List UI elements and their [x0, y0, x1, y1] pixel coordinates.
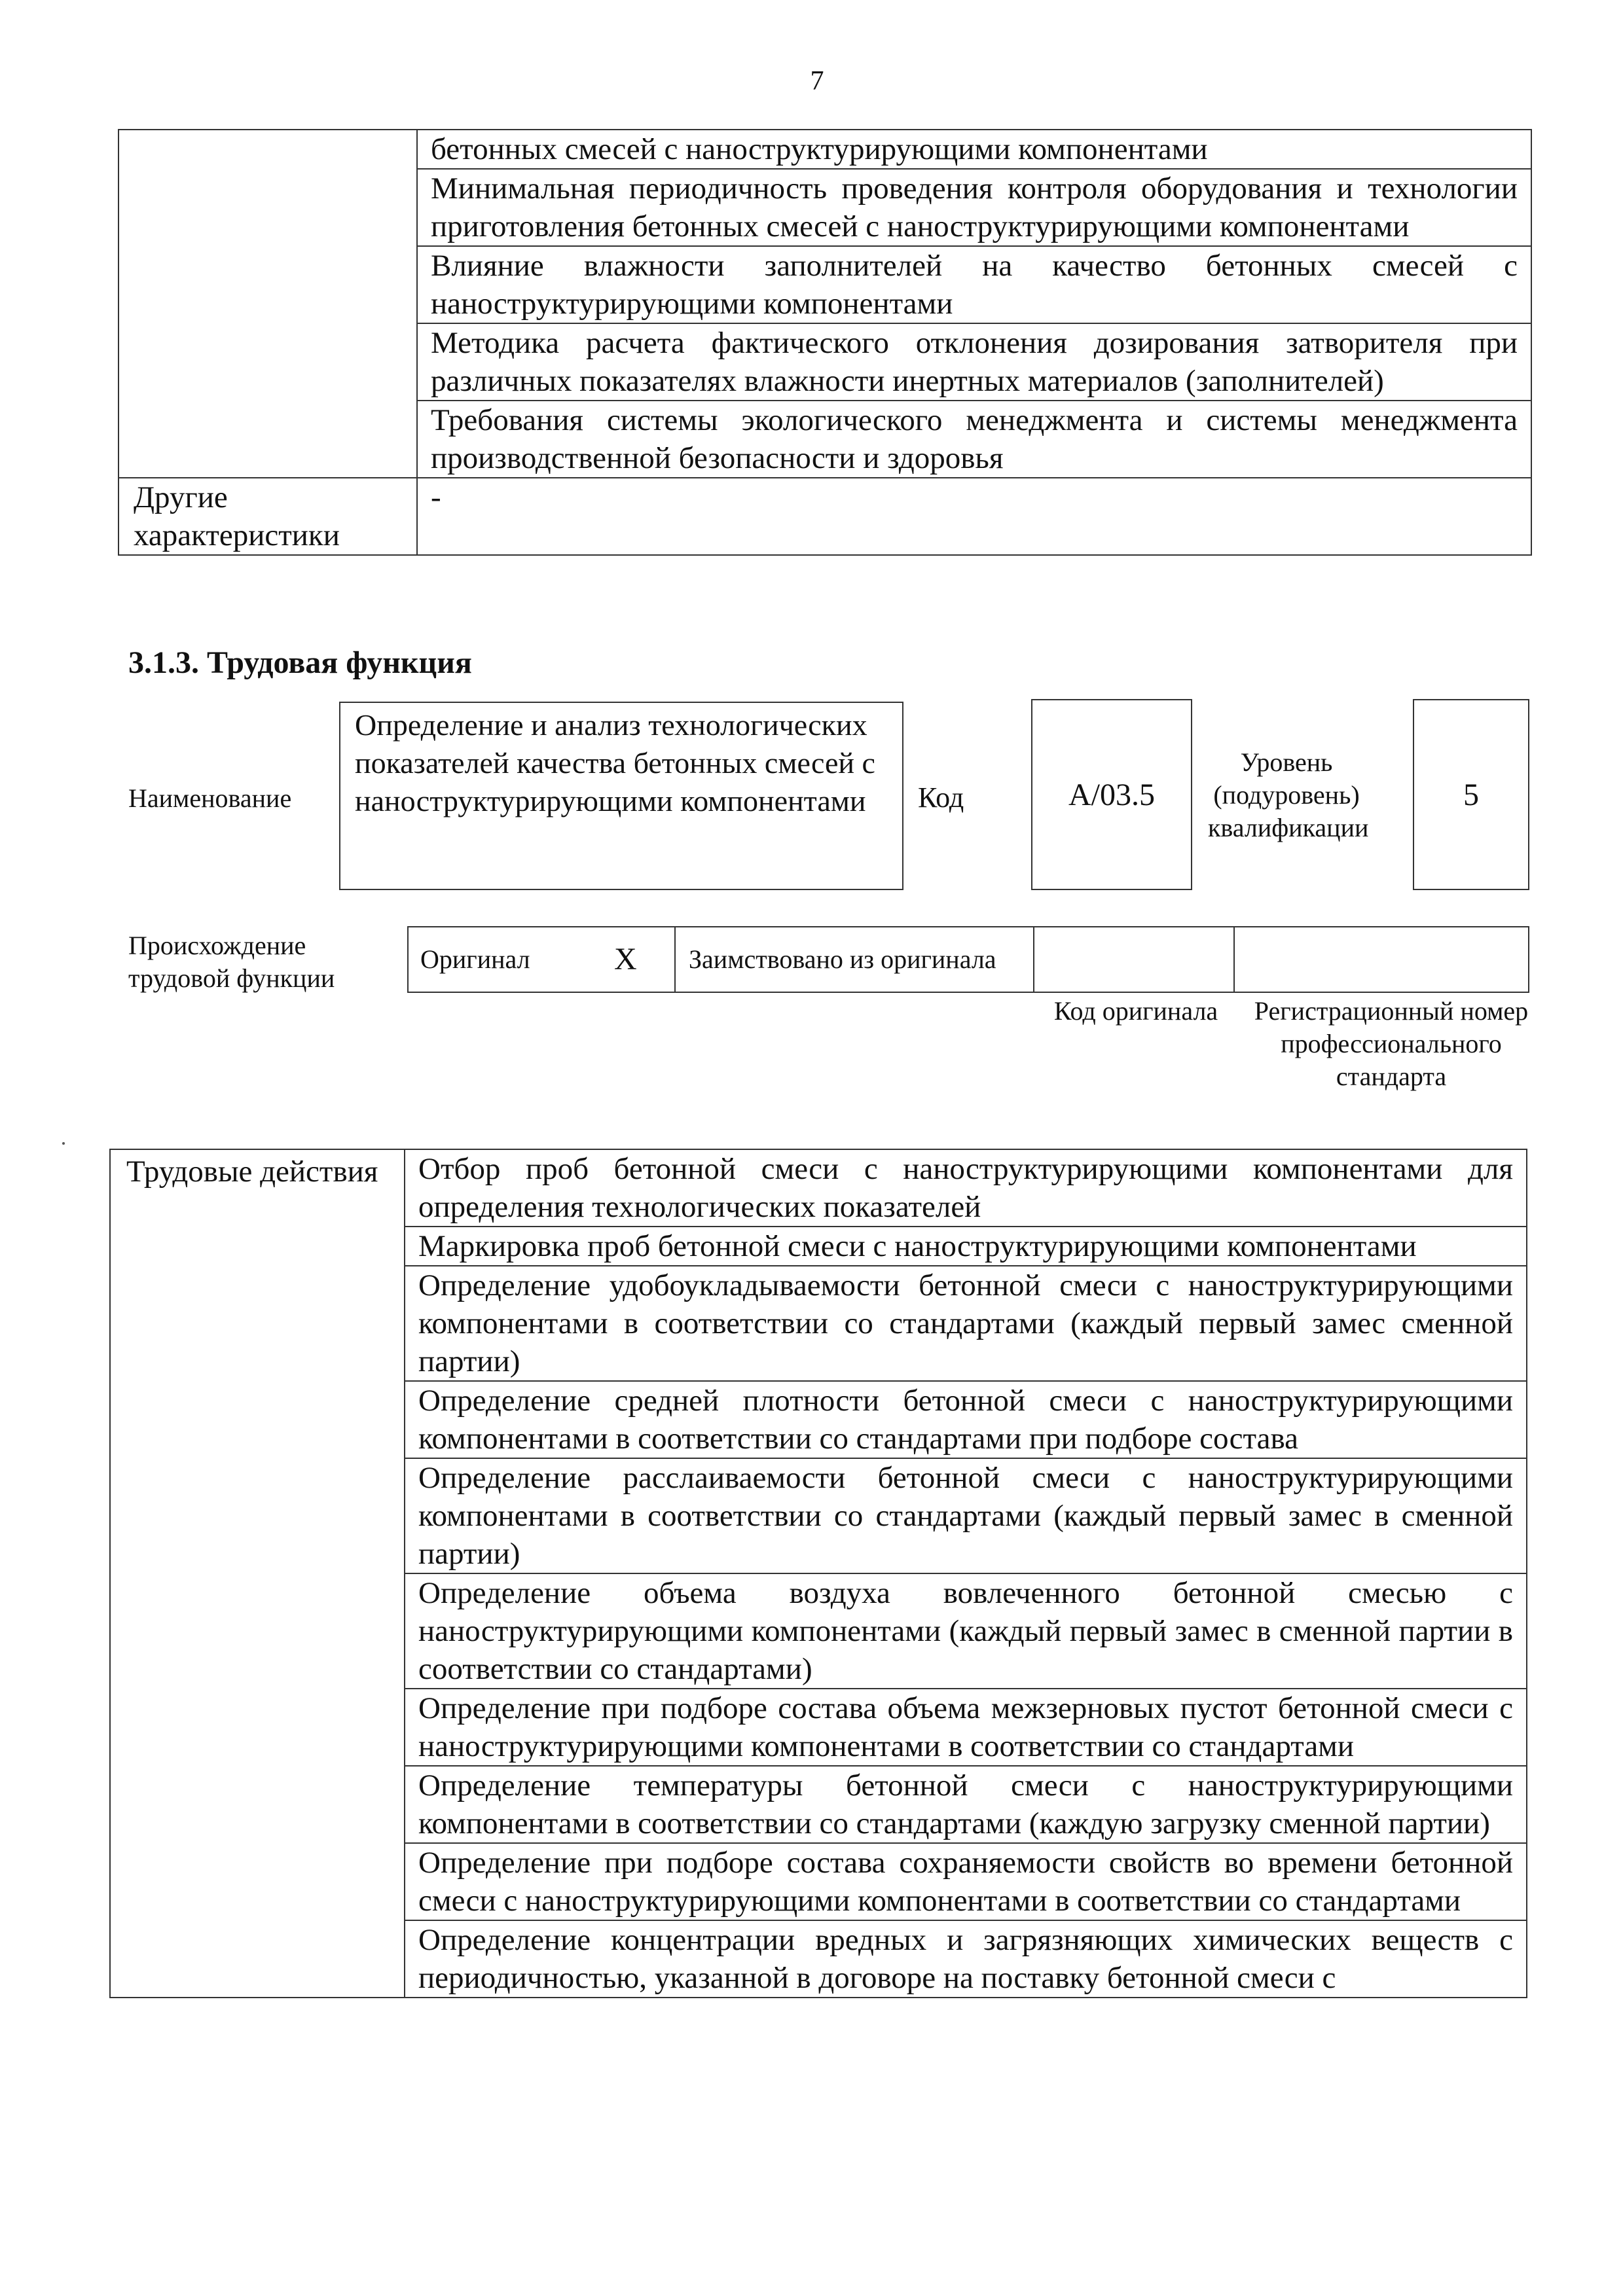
labor-action-item: Определение объема воздуха вовлеченного бетонной смесью с наноструктурирующими компонентами (каждый первый замес в сменной партии в соответствии со стандартами) [405, 1573, 1527, 1689]
original-label: Оригинал [420, 944, 530, 974]
borrowed-cell: Заимствовано из оригинала [676, 927, 1034, 992]
table-row [119, 478, 1531, 555]
labor-action-item: Определение концентрации вредных и загрязняющих химических веществ с периодичностью, указанной в договоре на поставку бетонной смеси с [405, 1920, 1527, 1998]
table-cell: Требования системы экологического менеджмента и системы менеджмента производственной безопасности и здоровья [417, 401, 1531, 478]
code-original-caption: Код оригинала [1053, 996, 1218, 1026]
labor-action-item: Определение расслаиваемости бетонной смеси с наноструктурирующими компонентами в соответствии со стандартами (каждый первый замес в сменной партии) [405, 1458, 1527, 1573]
labor-action-item: Маркировка проб бетонной смеси с наноструктурирующими компонентами [405, 1227, 1527, 1266]
code-original-cell [1034, 927, 1235, 992]
section-title: 3.1.3. Трудовая функция [128, 645, 472, 680]
reg-number-caption: Регистрационный номер профессионального стандарта [1254, 996, 1529, 1091]
level-label: Уровень (подуровень) квалификации [1208, 747, 1369, 842]
origin-row [407, 926, 1529, 993]
labor-actions-label: Трудовые действия [110, 1149, 405, 1998]
table-cell: Методика расчета фактического отклонения дозирования затворителя при различных показателях влажности инертных материалов (заполнителей) [417, 323, 1531, 401]
labor-action-item: Определение средней плотности бетонной смеси с наноструктурирующими компонентами в соответствии со стандартами при подборе состава [405, 1381, 1527, 1458]
code-label: Код [918, 781, 964, 814]
function-name-box: Определение и анализ технологических показателей качества бетонных смесей с наноструктурирующими компонентами [339, 702, 903, 890]
table-cell: Влияние влажности заполнителей на качество бетонных смесей с наноструктурирующими компонентами [417, 246, 1531, 323]
table-cell: бетонных смесей с наноструктурирующими компонентами [417, 130, 1531, 169]
table-cell-left [119, 130, 417, 478]
table-row [119, 130, 1531, 169]
labor-action-item: Определение при подборе состава объема межзерновых пустот бетонной смеси с наноструктурирующими компонентами в соответствии со стандартами [405, 1689, 1527, 1766]
labor-actions-table [109, 1149, 1527, 1998]
scan-dot [62, 1142, 65, 1145]
code-value-box: A/03.5 [1031, 699, 1192, 890]
labor-action-item: Определение температуры бетонной смеси с наноструктурирующими компонентами в соответствии со стандартами (каждую загрузку сменной партии) [405, 1766, 1527, 1843]
table-cell: Минимальная периодичность проведения контроля оборудования и технологии приготовления бетонных смесей с наноструктурирующими компонентами [417, 169, 1531, 246]
other-characteristics-label: Другие характеристики [119, 478, 417, 555]
reg-number-cell [1235, 927, 1528, 992]
top-continuation-table [118, 129, 1532, 556]
labor-action-item: Отбор проб бетонной смеси с наноструктурирующими компонентами для определения технологических показателей [405, 1149, 1527, 1227]
labor-action-item: Определение удобоукладываемости бетонной смеси с наноструктурирующими компонентами в соответствии со стандартами (каждый первый замес сменной партии) [405, 1266, 1527, 1381]
original-cell [409, 927, 676, 992]
other-characteristics-value: - [417, 478, 1531, 555]
origin-label: Происхождение трудовой функции [128, 931, 335, 993]
labor-action-item: Определение при подборе состава сохраняемости свойств во времени бетонной смеси с наноструктурирующими компонентами в соответствии со стандартами [405, 1843, 1527, 1920]
original-mark: X [614, 942, 637, 977]
name-label: Наименование [128, 783, 292, 813]
page-number: 7 [810, 66, 824, 96]
level-value-box: 5 [1413, 699, 1529, 890]
table-row [110, 1149, 1527, 1227]
